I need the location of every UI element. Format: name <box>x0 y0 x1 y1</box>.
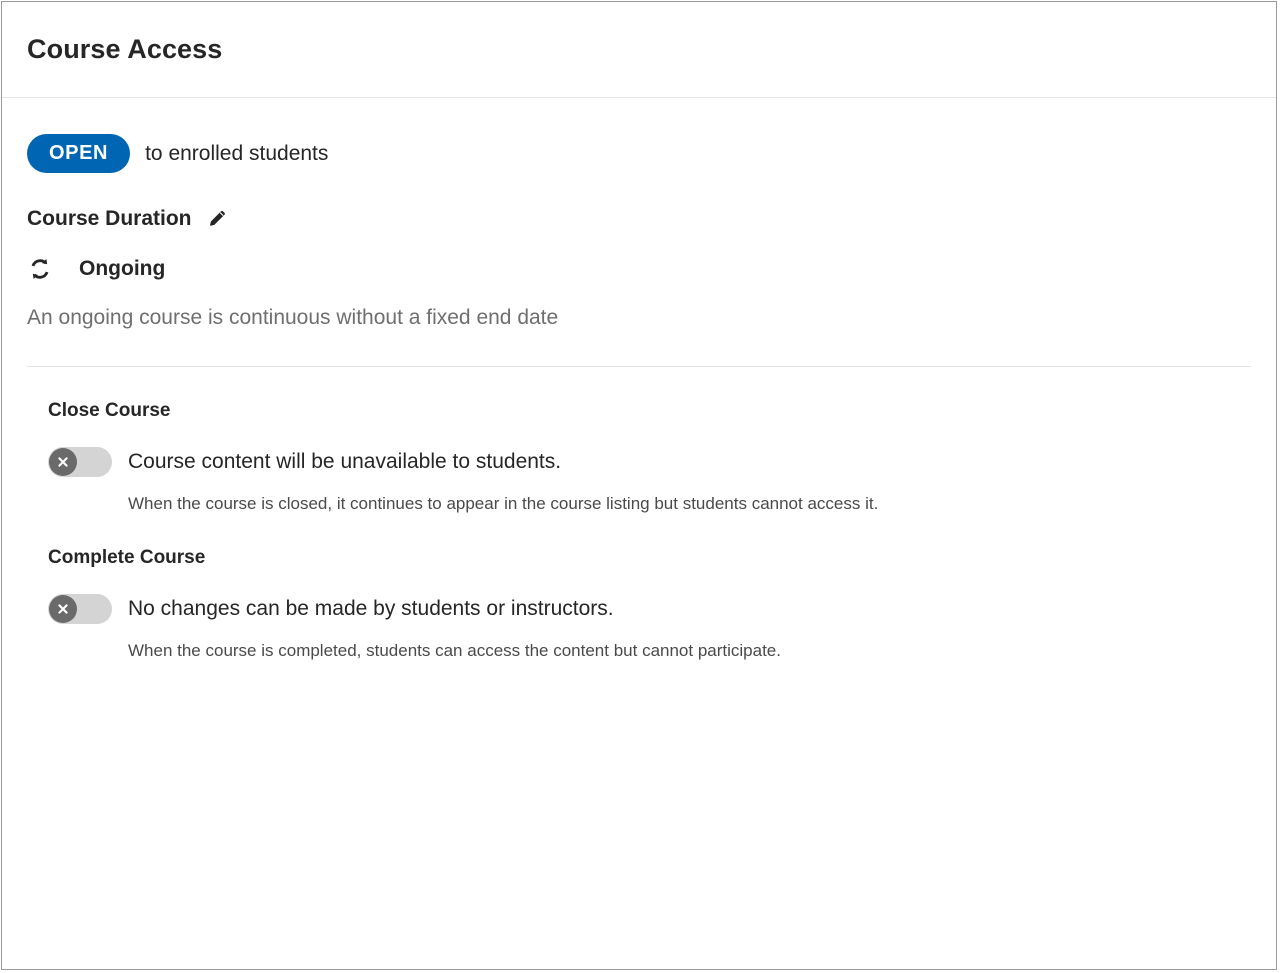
pencil-icon[interactable] <box>206 207 230 231</box>
course-duration-mode-label: Ongoing <box>79 257 166 280</box>
page-title: Course Access <box>27 34 223 64</box>
close-course-section <box>27 400 1251 514</box>
close-course-toggle[interactable] <box>48 447 112 477</box>
course-access-panel <box>1 1 1277 970</box>
toggle-knob-off-icon <box>49 448 77 476</box>
close-course-toggle-row <box>48 447 1251 477</box>
panel-header <box>2 2 1276 98</box>
close-course-title: Close Course <box>48 400 171 421</box>
open-status-text: to enrolled students <box>145 141 329 165</box>
complete-course-toggle[interactable] <box>48 594 112 624</box>
open-status-pill[interactable]: OPEN <box>27 134 130 173</box>
complete-course-title: Complete Course <box>48 547 206 568</box>
toggle-knob-off-icon <box>49 595 77 623</box>
course-access-status-row <box>27 134 1251 173</box>
course-duration-label: Course Duration <box>27 207 192 230</box>
close-course-toggle-label: Course content will be unavailable to students. <box>128 450 562 473</box>
recurring-icon <box>27 256 55 282</box>
section-divider <box>27 366 1251 367</box>
close-course-help-text: When the course is closed, it continues to appear in the course listing but students cannot access it. <box>128 494 879 513</box>
course-duration-description: An ongoing course is continuous without a fixed end date <box>27 306 559 329</box>
complete-course-toggle-label: No changes can be made by students or instructors. <box>128 597 614 620</box>
course-duration-mode-row <box>27 256 1251 282</box>
course-duration-row <box>27 207 1251 231</box>
complete-course-section <box>27 547 1251 661</box>
complete-course-help-text: When the course is completed, students can access the content but cannot participate. <box>128 641 781 660</box>
complete-course-toggle-row <box>48 594 1251 624</box>
panel-body <box>2 134 1276 661</box>
